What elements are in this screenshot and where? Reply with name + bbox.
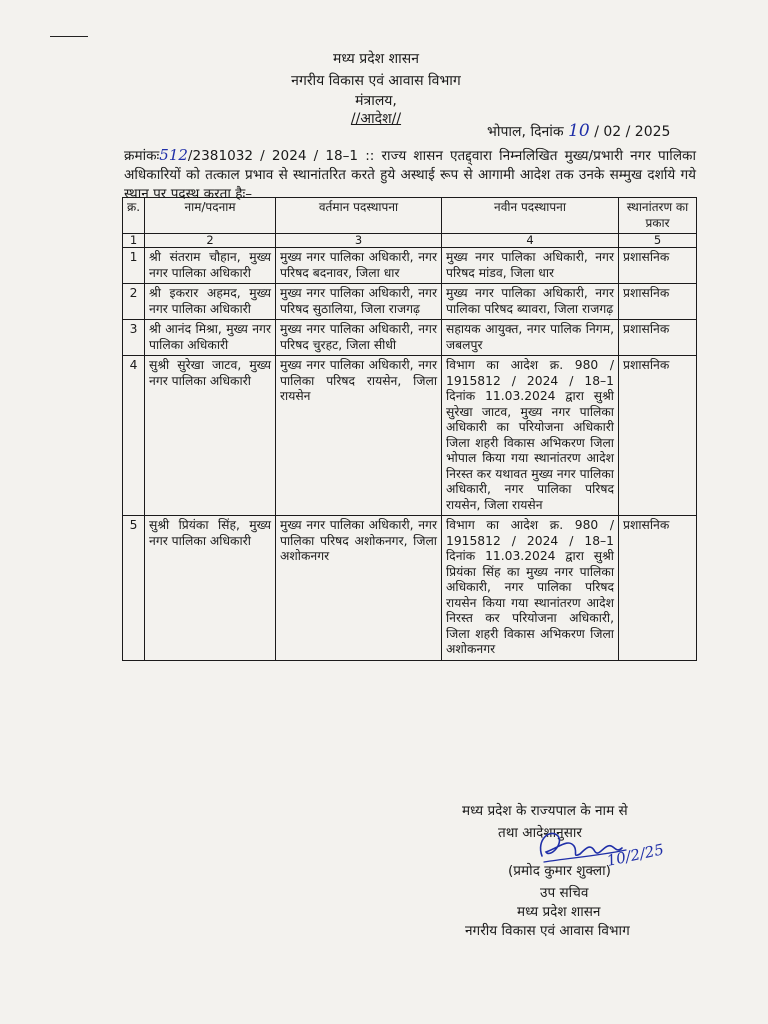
row-name: सुश्री सुरेखा जाटव, मुख्य नगर पालिका अधिकारी: [145, 356, 276, 516]
row-serial: 2: [123, 284, 145, 320]
row-transfer-type: प्रशासनिक: [619, 320, 697, 356]
col-number: 2: [145, 234, 276, 248]
signatory-name: (प्रमोद कुमार शुक्ला): [508, 863, 611, 879]
row-name: श्री संतराम चौहान, मुख्य नगर पालिका अधिकारी: [145, 248, 276, 284]
order-ref-label: क्रमांकः: [124, 148, 160, 164]
header-government: मध्य प्रदेश शासन: [333, 51, 419, 67]
signature-authority-line: मध्य प्रदेश के राज्यपाल के नाम से: [462, 803, 628, 819]
row-current-posting: मुख्य नगर पालिका अधिकारी, नगर पालिका परिषद रायसेन, जिला रायसेन: [276, 356, 442, 516]
row-name: सुश्री प्रियंका सिंह, मुख्य नगर पालिका अधिकारी: [145, 516, 276, 661]
col-number: 3: [276, 234, 442, 248]
header-order-title: //आदेश//: [350, 111, 402, 127]
col-number: 4: [442, 234, 619, 248]
table-header-row: [123, 198, 697, 234]
row-current-posting: मुख्य नगर पालिका अधिकारी, नगर परिषद बदनावर, जिला धार: [276, 248, 442, 284]
row-new-posting: विभाग का आदेश क्र. 980 / 1915812 / 2024 / 18–1 दिनांक 11.03.2024 द्वारा सुश्री प्रियंका सिंह का मुख्य नगर पालिका अधिकारी, नगर पालिका परिषद रायसेन किया गया स्थानांतरण आदेश निरस्त कर परियोजना अधिकारी, जिला शहरी विकास अभिकरण जिला अशोकनगर: [442, 516, 619, 661]
dateline-prefix: भोपाल, दिनांक: [487, 124, 564, 140]
row-name: श्री आनंद मिश्रा, मुख्य नगर पालिका अधिकारी: [145, 320, 276, 356]
row-name: श्री इकरार अहमद, मुख्य नगर पालिका अधिकारी: [145, 284, 276, 320]
col-header-transfer-type: स्थानांतरण का प्रकार: [619, 198, 697, 234]
row-new-posting: सहायक आयुक्त, नगर पालिक निगम, जबलपुर: [442, 320, 619, 356]
signatory-department: नगरीय विकास एवं आवास विभाग: [465, 923, 630, 939]
row-transfer-type: प्रशासनिक: [619, 284, 697, 320]
transfer-table: [122, 197, 697, 661]
row-current-posting: मुख्य नगर पालिका अधिकारी, नगर परिषद सुठालिया, जिला राजगढ़: [276, 284, 442, 320]
column-number-row: [123, 234, 697, 248]
row-current-posting: मुख्य नगर पालिका अधिकारी, नगर पालिका परिषद अशोकनगर, जिला अशोकनगर: [276, 516, 442, 661]
row-transfer-type: प्रशासनिक: [619, 248, 697, 284]
col-header-name: नाम/पदनाम: [145, 198, 276, 234]
signatory-government: मध्य प्रदेश शासन: [517, 904, 601, 920]
col-number: 5: [619, 234, 697, 248]
order-ref-number: 512: [159, 146, 188, 164]
signature-date: 10/2/25: [605, 840, 666, 870]
col-header-serial: क्र.: [123, 198, 145, 234]
row-current-posting: मुख्य नगर पालिका अधिकारी, नगर परिषद चुरहट, जिला सीधी: [276, 320, 442, 356]
row-new-posting: विभाग का आदेश क्र. 980 / 1915812 / 2024 / 18–1 दिनांक 11.03.2024 द्वारा सुश्री सुरेखा जाटव, मुख्य नगर पालिका अधिकारी का परियोजना अधिकारी जिला शहरी विकास अभिकरण जिला भोपाल किया गया स्थानांतरण आदेश निरस्त कर यथावत मुख्य नगर पालिका अधिकारी, नगर पालिका परिषद रायसेन, जिला रायसेन: [442, 356, 619, 516]
col-header-current-posting: वर्तमान पदस्थापना: [276, 198, 442, 234]
table-row: [123, 356, 697, 516]
order-text: /2381032 / 2024 / 18–1 :: राज्य शासन एतद्द्वारा निम्नलिखित मुख्य/प्रभारी नगर पालिका अधिकारियों को तत्काल प्रभाव से स्थानांतरित करते हुये अस्थाई रूप से आगामी आदेश तक उनके सम्मुख दर्शाये गये स्थान पर पदस्थ करता हैः–: [124, 148, 696, 202]
table-row: [123, 320, 697, 356]
corner-rule: [50, 36, 88, 37]
row-transfer-type: प्रशासनिक: [619, 356, 697, 516]
header-department: नगरीय विकास एवं आवास विभाग: [291, 73, 461, 89]
col-number: 1: [123, 234, 145, 248]
row-transfer-type: प्रशासनिक: [619, 516, 697, 661]
dateline-rest: / 02 / 2025: [594, 124, 671, 140]
dateline-day: 10: [568, 121, 590, 141]
table-row: [123, 248, 697, 284]
row-new-posting: मुख्य नगर पालिका अधिकारी, नगर परिषद मांडव, जिला धार: [442, 248, 619, 284]
signatory-designation: उप सचिव: [540, 885, 589, 901]
dateline: [487, 121, 670, 141]
row-serial: 1: [123, 248, 145, 284]
row-serial: 5: [123, 516, 145, 661]
row-serial: 4: [123, 356, 145, 516]
row-new-posting: मुख्य नगर पालिका अधिकारी, नगर पालिका परिषद ब्यावरा, जिला राजगढ़: [442, 284, 619, 320]
table-row: [123, 284, 697, 320]
order-intro: [124, 146, 696, 204]
header-ministry: मंत्रालय,: [355, 93, 397, 109]
table-row: [123, 516, 697, 661]
row-serial: 3: [123, 320, 145, 356]
col-header-new-posting: नवीन पदस्थापना: [442, 198, 619, 234]
signature-order-line: तथा आदेशानुसार: [498, 825, 582, 841]
